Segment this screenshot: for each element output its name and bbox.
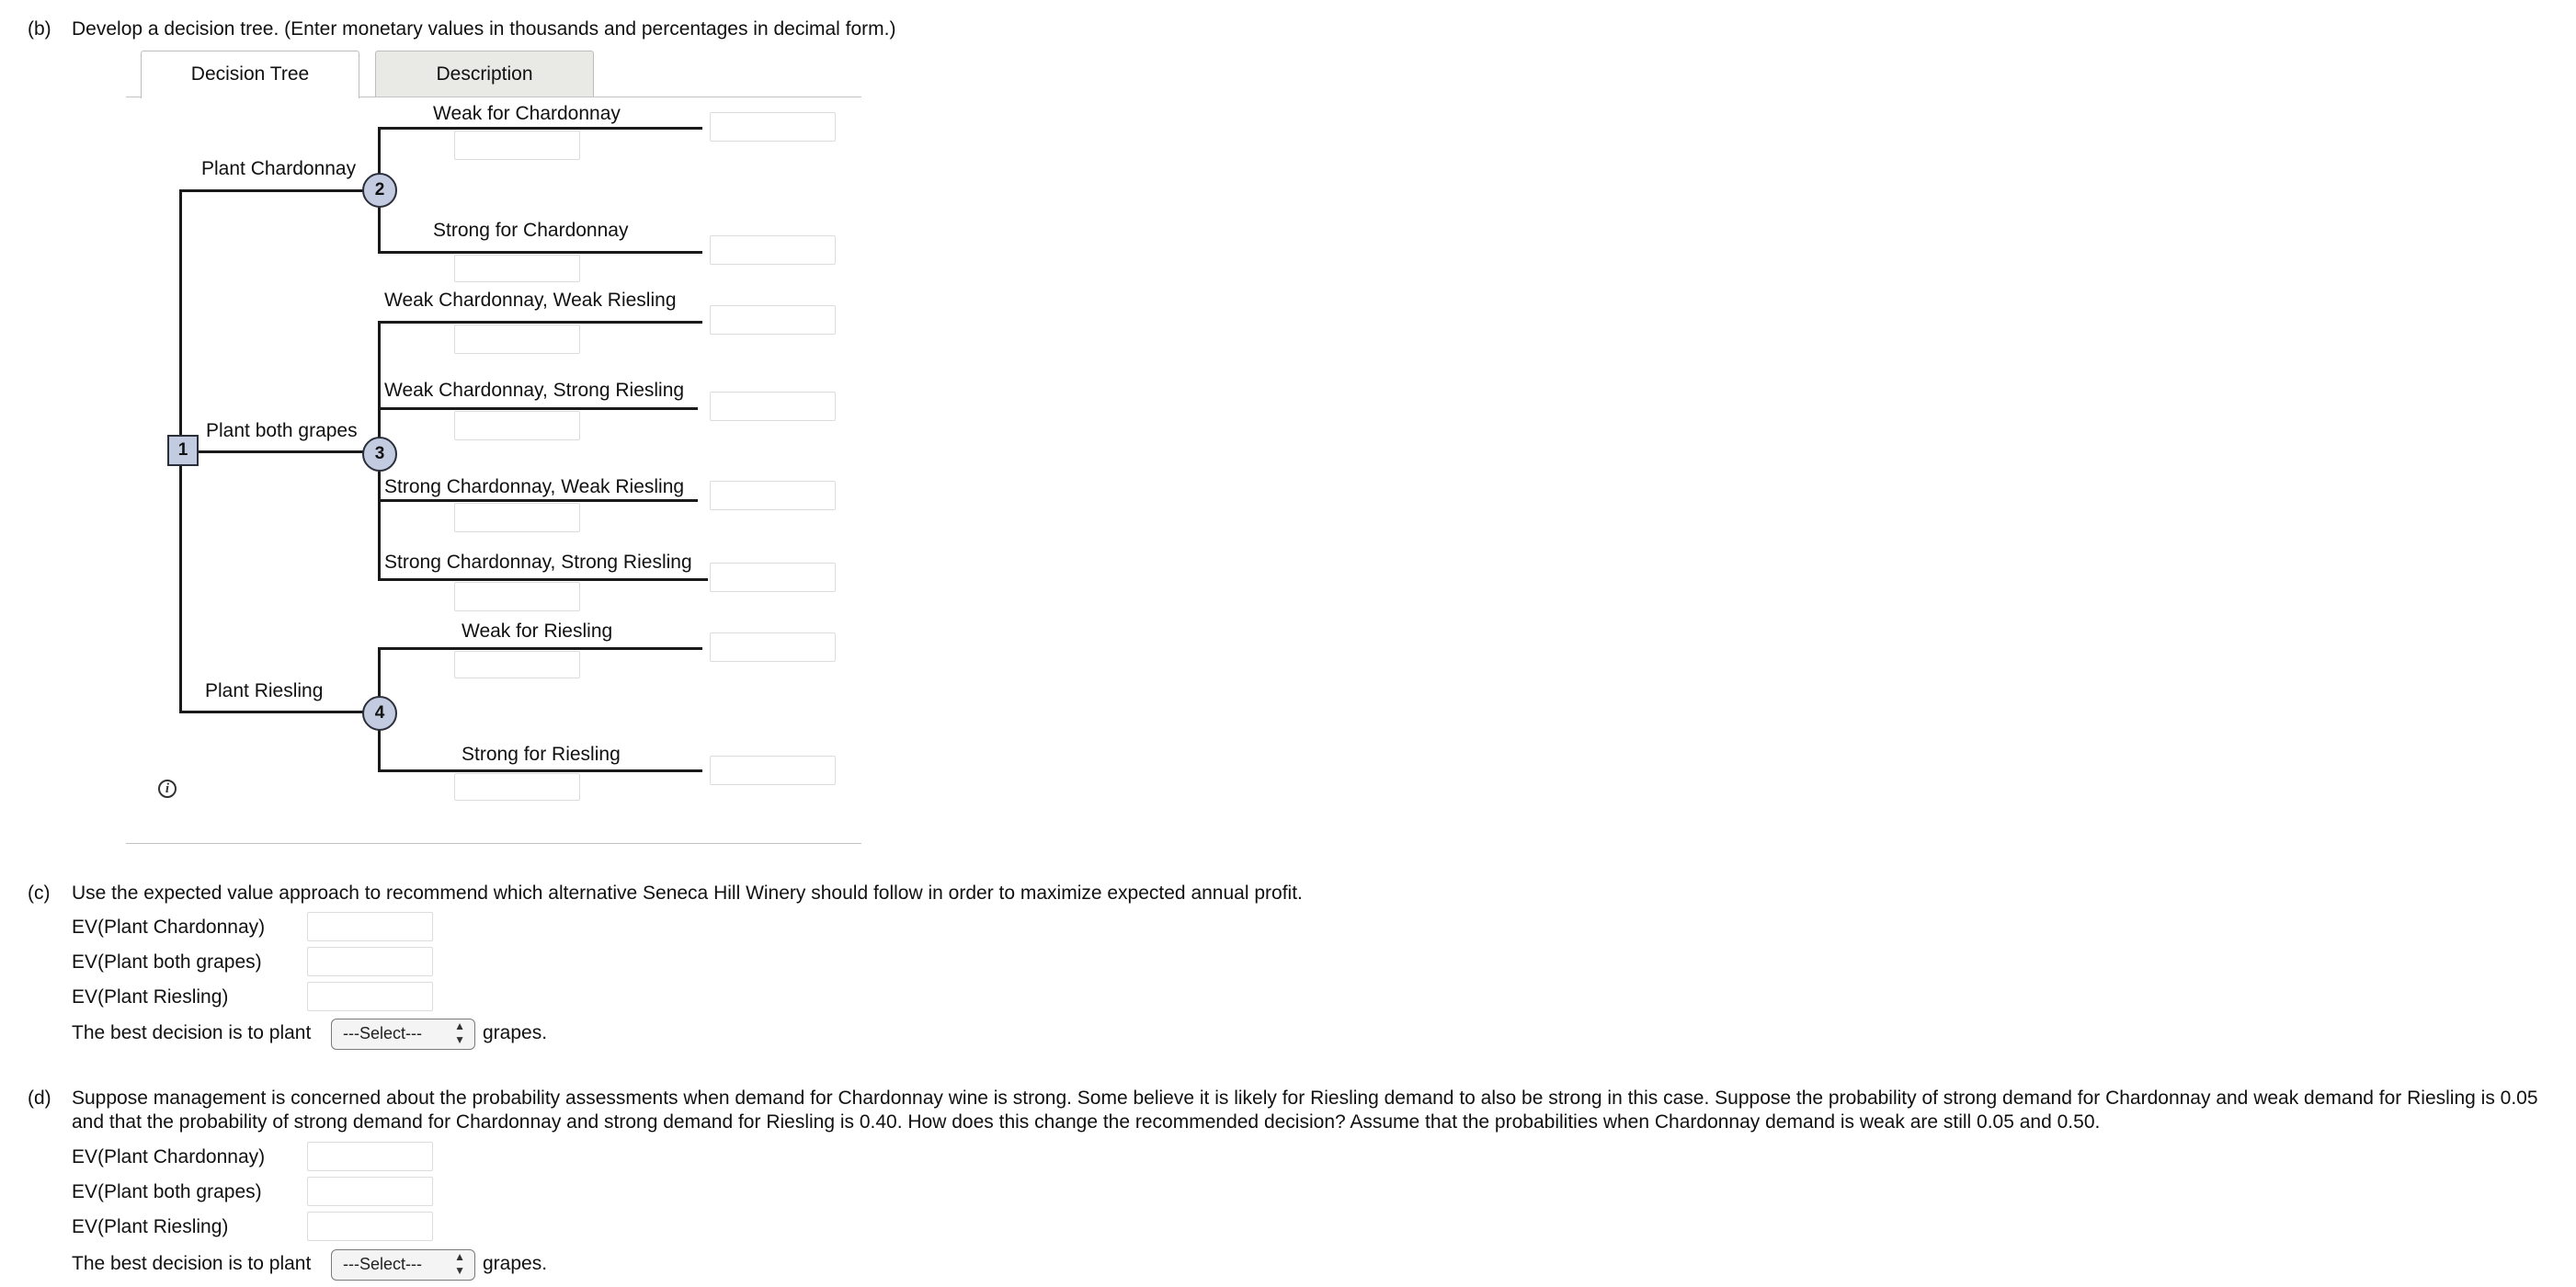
branch-label-plant-riesling: Plant Riesling [205, 680, 324, 701]
outcome-label-sc-wr: Strong Chardonnay, Weak Riesling [384, 476, 685, 497]
best-decision-select[interactable] [331, 1019, 475, 1050]
part-d-question: Suppose management is concerned about the probability assessments when demand for Chardonnay wine is strong. Some believe it is likely for Riesling demand to also be strong in this case. Suppose the probability of strong demand for Chardonnay and weak demand for Riesling is 0.05 and that the probability of strong demand for Chardonnay and strong demand for Riesling is 0.40. How does this change the recommended decision? Assume that the probabilities when Chardonnay demand is weak are still 0.05 and 0.50. [72, 1088, 2538, 1133]
best-decision-select-d[interactable] [331, 1249, 475, 1281]
ev-label-plant-chardonnay-d: EV(Plant Chardonnay) [72, 1146, 266, 1167]
probability-input-strong-chardonnay[interactable] [454, 255, 580, 282]
probability-input-weak-chardonnay[interactable] [454, 131, 580, 160]
outcome-line-strong-riesling [378, 769, 702, 772]
outcome-line-weak-chardonnay [378, 127, 702, 130]
payoff-input-sc-sr[interactable] [710, 563, 836, 592]
payoff-input-wc-sr[interactable] [710, 392, 836, 421]
payoff-input-weak-riesling[interactable] [710, 632, 836, 662]
tree-panel-bottom-border [126, 843, 861, 844]
outcome-line-weak-riesling [378, 647, 702, 650]
outcome-label-weak-chardonnay: Weak for Chardonnay [433, 103, 621, 124]
best-decision-suffix-d: grapes. [483, 1253, 548, 1274]
branch-line-plant-both [179, 450, 380, 453]
probability-input-strong-riesling[interactable] [454, 773, 580, 801]
select-arrows-icon: ▲ ▼ [454, 1019, 465, 1046]
payoff-input-sc-wr[interactable] [710, 481, 836, 510]
ev-label-plant-chardonnay: EV(Plant Chardonnay) [72, 917, 266, 938]
payoff-input-strong-chardonnay[interactable] [710, 235, 836, 265]
chance-node-3: 3 [362, 437, 397, 472]
best-decision-select-value: ---Select--- [343, 1024, 422, 1042]
outcome-line-sc-wr [378, 499, 698, 502]
outcome-label-wc-wr: Weak Chardonnay, Weak Riesling [384, 290, 677, 311]
part-c-question: Use the expected value approach to recommend which alternative Seneca Hill Winery should follow in order to maximize expected annual profit. [72, 883, 1303, 904]
best-decision-select-value-d: ---Select--- [343, 1255, 422, 1273]
best-decision-suffix: grapes. [483, 1022, 548, 1043]
info-icon[interactable]: i [158, 780, 177, 798]
ev-label-plant-riesling-d: EV(Plant Riesling) [72, 1216, 229, 1237]
ev-label-plant-riesling: EV(Plant Riesling) [72, 986, 229, 1008]
branch-line-plant-chardonnay [179, 189, 380, 192]
tab-description[interactable]: Description [375, 51, 594, 97]
ev-input-plant-riesling-d[interactable] [307, 1212, 433, 1241]
part-b-label: (b) [28, 18, 51, 40]
ev-input-plant-chardonnay-d[interactable] [307, 1142, 433, 1171]
ev-input-plant-chardonnay[interactable] [307, 912, 433, 941]
ev-label-plant-both: EV(Plant both grapes) [72, 951, 262, 973]
payoff-input-weak-chardonnay[interactable] [710, 112, 836, 142]
probability-input-sc-sr[interactable] [454, 582, 580, 611]
outcome-label-weak-riesling: Weak for Riesling [462, 621, 613, 642]
ev-input-plant-both-d[interactable] [307, 1177, 433, 1206]
payoff-input-strong-riesling[interactable] [710, 756, 836, 785]
chance-node-2: 2 [362, 173, 397, 208]
outcome-line-wc-sr [378, 407, 698, 410]
branch-label-plant-both: Plant both grapes [206, 420, 358, 441]
outcome-line-sc-sr [378, 578, 708, 581]
probability-input-weak-riesling[interactable] [454, 651, 580, 678]
branch-label-plant-chardonnay: Plant Chardonnay [201, 158, 357, 179]
part-b-instructions: Develop a decision tree. (Enter monetary values in thousands and percentages in decimal form.) [72, 18, 896, 40]
probability-input-wc-wr[interactable] [454, 325, 580, 354]
outcome-label-strong-chardonnay: Strong for Chardonnay [433, 220, 629, 241]
payoff-input-wc-wr[interactable] [710, 305, 836, 335]
ev-input-plant-riesling[interactable] [307, 982, 433, 1011]
select-arrows-icon-d: ▲ ▼ [454, 1250, 465, 1277]
chance-node-4: 4 [362, 696, 397, 731]
outcome-label-strong-riesling: Strong for Riesling [462, 744, 621, 765]
best-decision-prefix-d: The best decision is to plant [72, 1253, 312, 1274]
ev-label-plant-both-d: EV(Plant both grapes) [72, 1181, 262, 1202]
decision-node-1: 1 [167, 435, 199, 466]
part-d-label: (d) [28, 1088, 51, 1109]
best-decision-prefix: The best decision is to plant [72, 1022, 312, 1043]
probability-input-wc-sr[interactable] [454, 411, 580, 440]
tab-decision-tree[interactable]: Decision Tree [141, 51, 359, 98]
outcome-label-wc-sr: Weak Chardonnay, Strong Riesling [384, 380, 685, 401]
outcome-line-wc-wr [378, 321, 702, 324]
branch-line-plant-riesling [179, 711, 380, 713]
part-c-label: (c) [28, 883, 51, 904]
probability-input-sc-wr[interactable] [454, 503, 580, 532]
outcome-line-strong-chardonnay [378, 251, 702, 254]
outcome-label-sc-sr: Strong Chardonnay, Strong Riesling [384, 552, 692, 573]
ev-input-plant-both[interactable] [307, 947, 433, 976]
